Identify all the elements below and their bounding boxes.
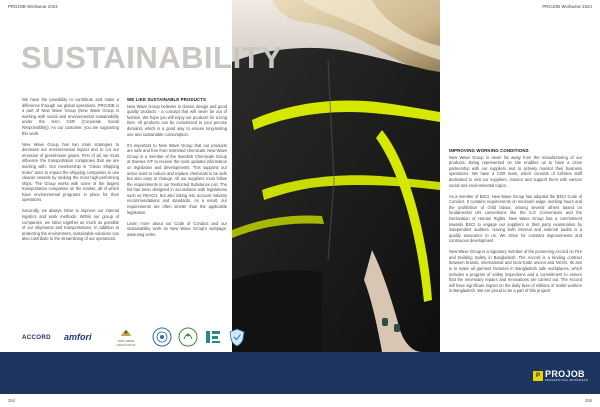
projob-brand-logo — [533, 370, 588, 382]
paragraph: New Wave Group is a signatory member of the pioneering Accord on Fire and Building Safety in Bangladesh. The Accord is a binding contract between brands, international and local trade unions and NGOs. Its aim is to make all garment factories in Bangladesh safe workplaces, which includes a program of safety inspections and a commitment to ensure that the necessary repairs and renovations are carried out. The Accord will have significant impact on the daily lives of millions of textile workers in Bangladesh. We are proud to be a part of this project! — [449, 249, 582, 294]
page-number-left: 254 — [8, 398, 15, 403]
page-title: SUSTAINABILITY — [21, 40, 283, 75]
brand-mark-letter: P — [536, 373, 541, 379]
paragraph: New Wave Group is never far away from the manufacturing of our products. Being represented on site enables us to have a close partnership with our suppliers and to actively monitor their business operations. We have a CSR team, which consists of full-time staff dedicated to visit our suppliers, monitor and support them with various social and environmental topics. — [449, 154, 582, 188]
page-number-right: 255 — [585, 398, 592, 403]
accord-logo: ACCORD — [22, 333, 51, 341]
column-working-conditions — [449, 148, 582, 299]
shipping-index-logo-icon — [204, 327, 222, 347]
paragraph: Learn more about our Code of Conduct and our sustainability work on New Wave Group's webpage: www.nwg.se/en. — [127, 220, 227, 237]
section-heading: WE LIKE SUSTAINABLE PRODUCTS — [127, 97, 207, 102]
section-heading: IMPROVING WORKING CONDITIONS — [449, 148, 529, 153]
column-intro — [22, 97, 119, 247]
running-header-left: PROJOB Workwear 2024 — [8, 4, 58, 9]
fair-labor-label: FAIR LABOR ASSOCIATION — [116, 338, 136, 347]
paragraph: Secondly, we always strive to improve our internal logistics and work methods. Within our group of companies, we strive together as much as possible of our shipments and transportations. In addition to protecting the environment, sustainable solutions can also contribute to the streamlining of our operations. — [22, 208, 119, 242]
brand-mark-icon — [533, 371, 543, 381]
amfori-logo: amfori — [64, 332, 92, 342]
running-header-right: PROJOB Workwear 2024 — [542, 4, 592, 9]
shield-icon — [228, 327, 246, 347]
paragraph: We have the possibility to contribute and make a difference through our global operations. PROJOB is a part of New Wave Group (New Wave Group is working with social and environmental sustainability under the term CSR (Corporate Social Responsibility). As our customer, you are supporting this work. — [22, 97, 119, 136]
paragraph: New Wave Group has two main strategies to decrease our environmental impact and to cut our emission of greenhouse gases. First of all, we must influence the transportation companies that we are working with. Our membership in "Clean Shipping Index" aims to impact the shipping companies to use cleaner vessels by ranking the most high-performing ships. The Group works with some of the largest transportation companies on the market, all of which have environmental programs in place for their operations. — [22, 141, 119, 203]
paragraph: It's important to New Wave Group that our products are safe and free from restricted chemicals. New Wave Group is a member of the Swedish Chemicals Group at Swerea IVF to receive the most updated information on legislation and developments. This supports our active work to reduce and replace chemicals to be safe but also easy to change. All our suppliers must follow the requirements in our Restricted Substance List. The list has been designed in accordance with legislations such as REACH, but also taking into account industry recommendations and standards. As a result, our requirements are often stricter than the applicable legislation. — [127, 142, 227, 215]
paragraph: As a member of BSCI, New Wave Group has adopted the BSCI Code of Conduct. It contains requirements on minimum wage, working hours and the prohibition of child labour, among several others based on fundamental UN conventions like the ILO Conventions and the Declaration of Human Rights. New Wave Group has a commitment towards BSCI to engage our suppliers in third party examination by independent auditors. Having both internal and external audits is a quality assurance to us. We strive for constant improvements and continuous development. — [449, 193, 582, 244]
fair-labor-logo — [110, 326, 142, 348]
certification-logos — [22, 326, 252, 348]
column-products — [127, 97, 227, 243]
brand-name: PROJOB — [545, 369, 585, 379]
fair-labor-emblem-icon — [119, 328, 133, 338]
paragraph: New Wave Group believes in classic design and good quality products - a concept that will never be out of fashion. We hope you will enjoy our products for a long time. All products can be customized to your precise demand, which is a good way to ensure long-lasting use and sustainable consumption. — [127, 103, 227, 137]
certification-seal-icon — [152, 327, 172, 347]
oeko-seal-icon — [178, 327, 198, 347]
footer-band — [0, 352, 600, 394]
brand-tagline: PROFESSIONAL WORKWEAR — [545, 379, 588, 382]
brand-wordmark — [545, 370, 588, 382]
